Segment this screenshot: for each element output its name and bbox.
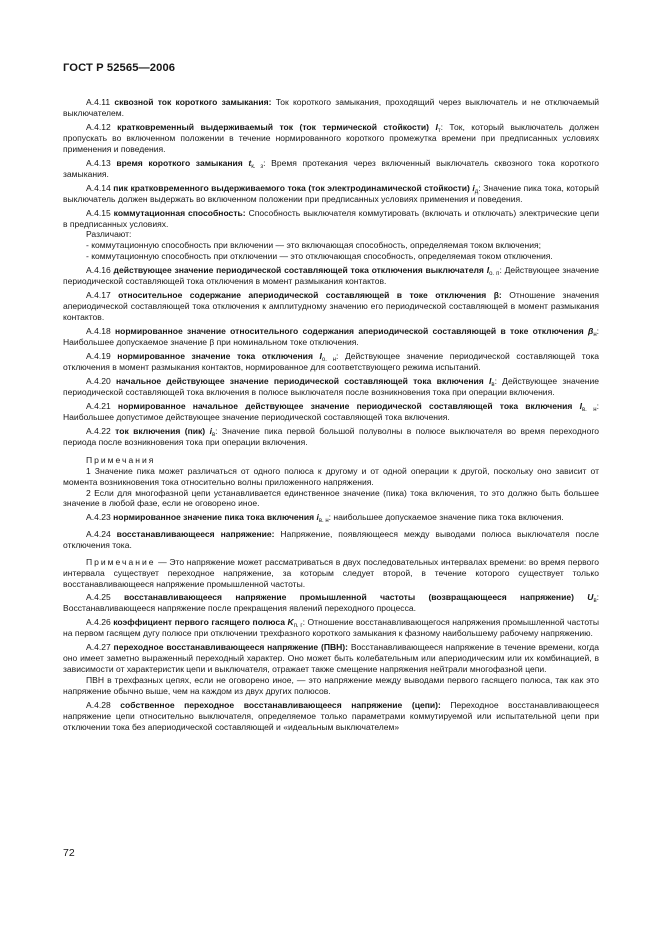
clause-number: А.4.25	[86, 592, 111, 603]
symbol-subscript: н	[593, 332, 597, 339]
symbol-subscript: в	[491, 381, 495, 388]
definition-paragraph	[63, 700, 599, 733]
term-label: коммутационная способность:	[113, 207, 246, 218]
definitions-section-2	[63, 512, 599, 551]
symbol-subscript: к. з	[251, 163, 264, 170]
term-label: коэффициент первого гасящего полюса	[113, 617, 285, 628]
definition-text: : Действующее значение периодической составляющей тока отключения в момент размыкания контактов.	[63, 265, 600, 287]
definition-paragraph	[63, 675, 599, 697]
clause-number: А.4.14	[86, 182, 111, 193]
definition-paragraph	[63, 592, 599, 614]
definition-text: : Отношение восстанавливающегося напряжения промышленной частоты на первом гасящем дугу полюсе при отключении трехфазного короткого замыкания к фазному наибольшему рабочему напряжению.	[63, 617, 599, 638]
symbol-subscript: в	[593, 598, 597, 605]
note-item: 2 Если для многофазной цепи устанавливается единственное значение (пика) тока включения, то это должно быть большее значение в любой фазе, если не оговорено иное.	[63, 487, 599, 509]
term-label: начальное действующее значение периодической составляющей тока включения	[115, 375, 484, 386]
definition-paragraph	[63, 376, 599, 398]
definition-text: : Наибольшее допускаемое значение β при номинальном токе отключения.	[63, 326, 600, 348]
term-symbol: U	[587, 592, 594, 603]
definition-text: : Значение пика тока, который выключатель должен выдержать во включенном положении при предписанных условиях применения и поведения.	[63, 182, 599, 204]
term-label: собственное переходное восстанавливающееся напряжение (цепи):	[120, 699, 441, 710]
definition-text: Переходное восстанавливающееся напряжение цепи относительно выключателя, определяемое только параметрами коммутируемой или испытательной цепи при отключении тока без апериодической составляющей и «идеальным выключателем»	[63, 699, 599, 732]
definition-text: - коммутационную способность при отключении — это отключающая способность, определяемая током отключения.	[86, 251, 553, 262]
clause-number: А.4.19	[86, 351, 111, 362]
clause-number: А.4.23	[86, 512, 111, 523]
definition-text: Ток короткого замыкания, проходящий через выключатель и не отключаемый выключателем.	[63, 97, 600, 118]
clause-number: А.4.17	[86, 290, 111, 301]
term-symbol: i	[316, 512, 319, 523]
symbol-subscript: в. н	[581, 406, 597, 413]
term-label: пик кратковременного выдерживаемого тока (ток электродинамической стойкости)	[113, 182, 470, 193]
symbol-subscript: п. г	[293, 623, 303, 630]
definition-text: Восстанавливающееся напряжение в течение времени, когда оно имеет заметно выраженный переходный характер. Оно может быть колебательным или апериодическим или их комбинацией, в зависимости от характеристик цепи и выключателя, отражает также смещение напряжения нейтрали многофазной цепи.	[63, 641, 599, 674]
term-symbol: i	[472, 182, 475, 193]
clause-number: А.4.24	[86, 529, 111, 540]
term-label: сквозной ток короткого замыкания:	[114, 97, 272, 107]
term-symbol: i	[209, 425, 212, 436]
definition-text: : Восстанавливающееся напряжение после прекращения явлений переходного процесса.	[63, 592, 599, 614]
clause-number: А.4.28	[86, 699, 111, 710]
definition-text: Различают:	[86, 229, 132, 240]
document-body	[63, 97, 599, 733]
term-symbol: I	[486, 265, 490, 276]
definition-text: : Наибольшее допустимое действующее значение периодической составляющей тока включения.	[63, 400, 600, 422]
definition-paragraph	[63, 401, 599, 423]
notes-block	[63, 455, 599, 510]
definition-paragraph	[63, 240, 599, 251]
definition-text: : Действующее значение периодической составляющей тока включения в полюсе выключателя после возникновения тока при операции включения.	[63, 375, 600, 397]
page-number: 72	[63, 847, 75, 859]
term-label: относительное содержание апериодической составляющей в токе отключения β:	[118, 290, 502, 301]
definition-paragraph	[63, 351, 599, 373]
definition-text: ПВН в трехфазных цепях, если не оговорено иное, — это напряжение между выводами первого гасящего полюса, так как это напряжение обычно выше, чем на каждом из двух других полюсов.	[63, 674, 599, 696]
definition-paragraph	[63, 529, 599, 551]
term-symbol: K	[287, 617, 294, 628]
term-symbol: t	[248, 157, 252, 168]
note-text: — Это напряжение может рассматриваться в двух последовательных интервалах времени: во время первого интервала существует переходное напряжение, за которым следует второй, в течение которого существует только восстанавливающееся напряжение промышленной частоты.	[63, 557, 599, 590]
definition-paragraph	[63, 290, 599, 323]
symbol-subscript: т	[437, 127, 441, 134]
symbol-subscript: д	[474, 188, 479, 195]
clause-number: А.4.13	[86, 157, 111, 168]
definition-text: Отношение значения апериодической составляющей тока отключения к амплитудному значению его периодической составляющей в момент размыкания контактов.	[63, 290, 600, 323]
definition-paragraph	[63, 97, 599, 119]
term-symbol: I	[435, 121, 438, 132]
definition-paragraph	[63, 265, 599, 287]
clause-number: А.4.11	[86, 97, 111, 107]
term-label: ток включения (пик)	[115, 425, 206, 436]
definition-text: : Ток, который выключатель должен пропускать во включенном положении в течение нормированного короткого промежутка времени при предписанных условиях применения и поведения.	[63, 121, 599, 154]
symbol-subscript: в. н	[318, 518, 329, 525]
definition-text: : наибольшее допускаемое значение пика тока включения.	[328, 512, 564, 523]
symbol-subscript: о. п	[489, 271, 500, 278]
definition-paragraph	[63, 122, 599, 155]
notes-title: Примечания	[86, 454, 156, 465]
symbol-subscript: о. н	[321, 357, 337, 364]
clause-number: А.4.21	[86, 400, 111, 411]
definition-paragraph	[63, 183, 599, 205]
definition-text: : Действующее значение периодической составляющей тока отключения в момент размыкания контактов, нормированное для соответствующего режима испытаний.	[63, 351, 599, 372]
term-label: время короткого замыкания	[116, 157, 243, 168]
definitions-section-3	[63, 592, 599, 732]
term-label: нормированное значение пика тока включения	[113, 512, 315, 523]
clause-number: А.4.22	[86, 425, 111, 436]
definition-paragraph	[63, 158, 599, 180]
definition-text: Способность выключателя коммутировать (включать и отключать) электрические цепи в предписанных условиях.	[63, 207, 600, 229]
term-symbol: I	[489, 375, 492, 386]
term-symbol: I	[579, 400, 582, 411]
document-header: ГОСТ Р 52565—2006	[63, 62, 176, 74]
term-symbol: I	[319, 351, 322, 362]
definition-text: - коммутационную способность при включении — это включающая способность, определяемая током включения;	[86, 240, 541, 251]
clause-number: А.4.27	[86, 641, 111, 652]
term-label: восстанавливающееся напряжение промышленной частоты (возвращающееся напряжение)	[124, 592, 574, 603]
note-title: Примечание	[86, 557, 156, 568]
note-item: 1 Значение пика может различаться от одного полюса к другому и от одной операции к другой, поскольку оно зависит от момента возникновения тока относительно волны приложенного напряжения.	[63, 465, 599, 487]
definition-paragraph	[63, 229, 599, 240]
definition-paragraph	[63, 426, 599, 448]
definition-text: : Время протекания через включенный выключатель сквозного тока короткого замыкания.	[63, 157, 599, 179]
term-label: нормированное начальное действующее значение периодической составляющей тока включения	[117, 400, 573, 411]
definition-paragraph	[63, 512, 599, 523]
clause-number: А.4.16	[86, 265, 111, 276]
definition-paragraph	[63, 642, 599, 675]
definition-paragraph	[63, 208, 599, 230]
definition-paragraph	[63, 326, 599, 348]
definition-text: Напряжение, появляющееся между выводами полюса выключателя после отключения тока.	[63, 529, 600, 551]
clause-number: А.4.18	[86, 326, 111, 337]
term-label: нормированное значение относительного содержания апериодической составляющей в токе отключения	[115, 326, 584, 337]
clause-number: А.4.15	[86, 207, 111, 218]
term-label: кратковременный выдерживаемый ток (ток термической стойкости)	[117, 121, 430, 132]
clause-number: А.4.12	[86, 121, 111, 132]
definitions-section-1	[63, 97, 599, 448]
definition-text: : Значение пика первой большой полуволны в полюсе выключателя во время переходного периода после возникновения тока при операции включения.	[63, 425, 600, 447]
symbol-subscript: в	[211, 431, 216, 438]
term-label: действующее значение периодической составляющей тока отключения выключателя	[113, 265, 484, 276]
definition-paragraph	[63, 251, 599, 262]
note-single	[63, 557, 599, 590]
clause-number: А.4.20	[86, 375, 111, 386]
term-label: восстанавливающееся напряжение:	[116, 529, 275, 540]
clause-number: А.4.26	[86, 617, 111, 628]
term-symbol: β	[588, 326, 594, 337]
term-label: нормированное значение тока отключения	[117, 351, 313, 362]
definition-paragraph	[63, 617, 599, 639]
term-label: переходное восстанавливающееся напряжение (ПВН):	[113, 641, 349, 652]
